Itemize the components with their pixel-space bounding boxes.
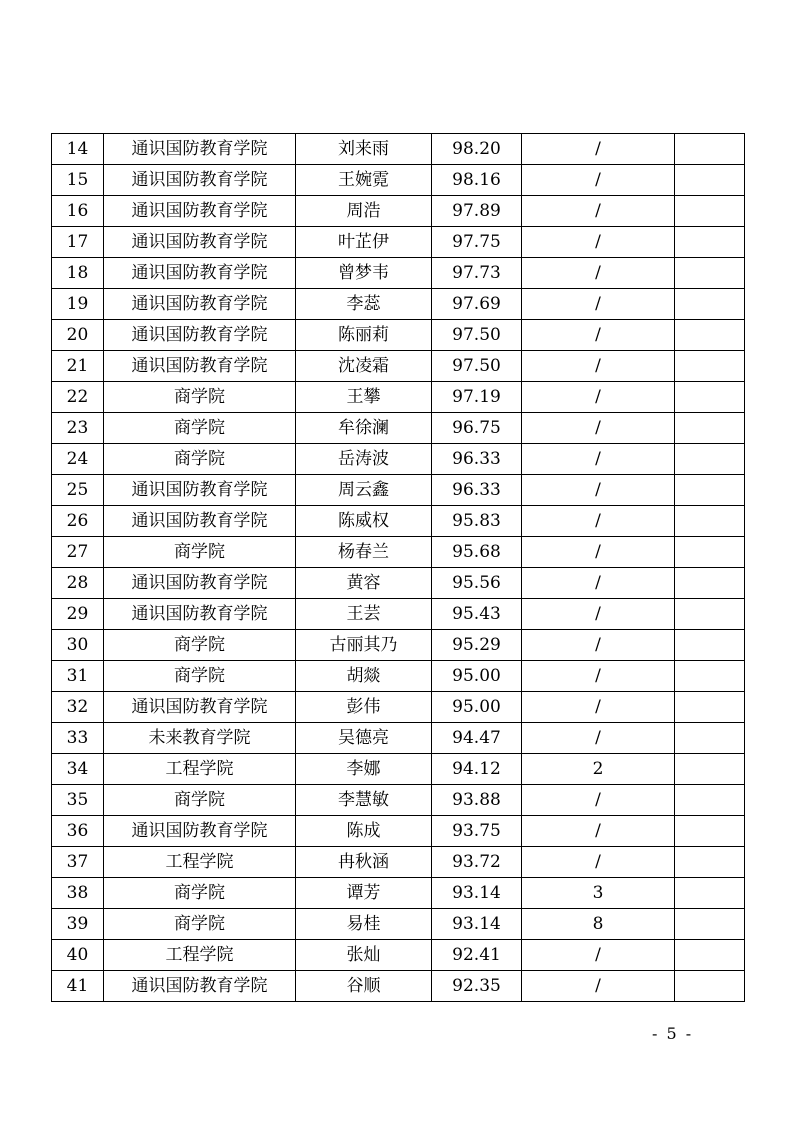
table-row: [52, 568, 745, 599]
college-cell: 商学院: [104, 382, 296, 413]
college-cell: 通识国防教育学院: [104, 475, 296, 506]
table-row: [52, 227, 745, 258]
row-index-cell: 40: [52, 940, 104, 971]
college-cell: 通识国防教育学院: [104, 692, 296, 723]
student-name-cell: 杨春兰: [296, 537, 432, 568]
college-cell: 通识国防教育学院: [104, 599, 296, 630]
note-cell: [675, 196, 745, 227]
college-cell: 通识国防教育学院: [104, 816, 296, 847]
college-cell: 通识国防教育学院: [104, 196, 296, 227]
student-name-cell: 李娜: [296, 754, 432, 785]
student-name-cell: 古丽其乃: [296, 630, 432, 661]
row-index-cell: 16: [52, 196, 104, 227]
rank-cell: /: [522, 692, 675, 723]
student-name-cell: 李慧敏: [296, 785, 432, 816]
note-cell: [675, 320, 745, 351]
row-index-cell: 31: [52, 661, 104, 692]
table-row: [52, 165, 745, 196]
score-cell: 97.89: [432, 196, 522, 227]
note-cell: [675, 599, 745, 630]
college-cell: 工程学院: [104, 847, 296, 878]
rank-cell: /: [522, 475, 675, 506]
student-name-cell: 王攀: [296, 382, 432, 413]
rank-cell: /: [522, 723, 675, 754]
score-cell: 92.35: [432, 971, 522, 1002]
row-index-cell: 23: [52, 413, 104, 444]
table-row: [52, 630, 745, 661]
college-cell: 通识国防教育学院: [104, 971, 296, 1002]
student-name-cell: 王芸: [296, 599, 432, 630]
college-cell: 商学院: [104, 444, 296, 475]
college-cell: 通识国防教育学院: [104, 258, 296, 289]
college-cell: 通识国防教育学院: [104, 320, 296, 351]
student-name-cell: 陈丽莉: [296, 320, 432, 351]
note-cell: [675, 661, 745, 692]
rank-cell: /: [522, 134, 675, 165]
college-cell: 工程学院: [104, 754, 296, 785]
score-cell: 95.43: [432, 599, 522, 630]
note-cell: [675, 785, 745, 816]
score-cell: 93.14: [432, 878, 522, 909]
table-row: [52, 661, 745, 692]
note-cell: [675, 475, 745, 506]
table-row: [52, 723, 745, 754]
student-name-cell: 陈威权: [296, 506, 432, 537]
note-cell: [675, 847, 745, 878]
table-row: [52, 847, 745, 878]
score-cell: 95.68: [432, 537, 522, 568]
table-row: [52, 134, 745, 165]
row-index-cell: 35: [52, 785, 104, 816]
rank-cell: /: [522, 537, 675, 568]
rank-cell: /: [522, 847, 675, 878]
row-index-cell: 32: [52, 692, 104, 723]
student-name-cell: 周云鑫: [296, 475, 432, 506]
row-index-cell: 21: [52, 351, 104, 382]
rank-cell: /: [522, 940, 675, 971]
student-name-cell: 周浩: [296, 196, 432, 227]
table-row: [52, 289, 745, 320]
college-cell: 商学院: [104, 413, 296, 444]
row-index-cell: 38: [52, 878, 104, 909]
score-cell: 97.69: [432, 289, 522, 320]
college-cell: 商学院: [104, 630, 296, 661]
score-cell: 95.56: [432, 568, 522, 599]
note-cell: [675, 878, 745, 909]
score-cell: 98.20: [432, 134, 522, 165]
student-name-cell: 黄容: [296, 568, 432, 599]
note-cell: [675, 506, 745, 537]
score-cell: 97.50: [432, 320, 522, 351]
score-cell: 97.75: [432, 227, 522, 258]
note-cell: [675, 568, 745, 599]
student-name-cell: 王婉霓: [296, 165, 432, 196]
rank-cell: /: [522, 351, 675, 382]
row-index-cell: 36: [52, 816, 104, 847]
row-index-cell: 41: [52, 971, 104, 1002]
row-index-cell: 25: [52, 475, 104, 506]
table-row: [52, 816, 745, 847]
note-cell: [675, 940, 745, 971]
rank-cell: /: [522, 196, 675, 227]
rank-cell: /: [522, 320, 675, 351]
rank-cell: /: [522, 816, 675, 847]
score-cell: 93.88: [432, 785, 522, 816]
score-cell: 93.72: [432, 847, 522, 878]
score-cell: 97.50: [432, 351, 522, 382]
row-index-cell: 34: [52, 754, 104, 785]
note-cell: [675, 971, 745, 1002]
rank-cell: /: [522, 227, 675, 258]
college-cell: 商学院: [104, 785, 296, 816]
rank-cell: 3: [522, 878, 675, 909]
score-cell: 93.14: [432, 909, 522, 940]
student-name-cell: 叶芷伊: [296, 227, 432, 258]
student-name-cell: 易桂: [296, 909, 432, 940]
page-number: - 5 -: [652, 1024, 694, 1043]
student-name-cell: 张灿: [296, 940, 432, 971]
table-row: [52, 351, 745, 382]
table-row: [52, 413, 745, 444]
college-cell: 通识国防教育学院: [104, 134, 296, 165]
note-cell: [675, 816, 745, 847]
rank-cell: /: [522, 785, 675, 816]
rank-cell: /: [522, 630, 675, 661]
table-row: [52, 692, 745, 723]
student-name-cell: 刘来雨: [296, 134, 432, 165]
student-name-cell: 谷顺: [296, 971, 432, 1002]
score-cell: 96.75: [432, 413, 522, 444]
rank-cell: /: [522, 444, 675, 475]
score-cell: 94.47: [432, 723, 522, 754]
note-cell: [675, 909, 745, 940]
college-cell: 商学院: [104, 661, 296, 692]
row-index-cell: 37: [52, 847, 104, 878]
row-index-cell: 30: [52, 630, 104, 661]
note-cell: [675, 537, 745, 568]
table-row: [52, 258, 745, 289]
college-cell: 通识国防教育学院: [104, 506, 296, 537]
score-cell: 95.29: [432, 630, 522, 661]
table-row: [52, 785, 745, 816]
note-cell: [675, 630, 745, 661]
rank-cell: /: [522, 165, 675, 196]
college-cell: 通识国防教育学院: [104, 568, 296, 599]
score-cell: 96.33: [432, 444, 522, 475]
college-cell: 商学院: [104, 909, 296, 940]
note-cell: [675, 351, 745, 382]
note-cell: [675, 692, 745, 723]
row-index-cell: 39: [52, 909, 104, 940]
row-index-cell: 26: [52, 506, 104, 537]
ranking-table-container: [51, 133, 745, 1002]
rank-cell: 8: [522, 909, 675, 940]
rank-cell: /: [522, 258, 675, 289]
note-cell: [675, 413, 745, 444]
row-index-cell: 27: [52, 537, 104, 568]
score-cell: 98.16: [432, 165, 522, 196]
student-name-cell: 吴德亮: [296, 723, 432, 754]
rank-cell: /: [522, 506, 675, 537]
row-index-cell: 14: [52, 134, 104, 165]
table-row: [52, 382, 745, 413]
row-index-cell: 17: [52, 227, 104, 258]
score-cell: 95.00: [432, 692, 522, 723]
score-cell: 94.12: [432, 754, 522, 785]
student-name-cell: 陈成: [296, 816, 432, 847]
table-body: [52, 134, 745, 1002]
score-cell: 93.75: [432, 816, 522, 847]
table-row: [52, 444, 745, 475]
row-index-cell: 22: [52, 382, 104, 413]
college-cell: 通识国防教育学院: [104, 227, 296, 258]
college-cell: 未来教育学院: [104, 723, 296, 754]
table-row: [52, 599, 745, 630]
student-name-cell: 谭芳: [296, 878, 432, 909]
score-cell: 96.33: [432, 475, 522, 506]
table-row: [52, 878, 745, 909]
note-cell: [675, 754, 745, 785]
table-row: [52, 475, 745, 506]
college-cell: 商学院: [104, 537, 296, 568]
table-row: [52, 971, 745, 1002]
college-cell: 工程学院: [104, 940, 296, 971]
note-cell: [675, 723, 745, 754]
rank-cell: /: [522, 413, 675, 444]
table-row: [52, 506, 745, 537]
score-cell: 95.00: [432, 661, 522, 692]
row-index-cell: 19: [52, 289, 104, 320]
rank-cell: /: [522, 568, 675, 599]
rank-cell: /: [522, 661, 675, 692]
score-cell: 97.19: [432, 382, 522, 413]
table-row: [52, 320, 745, 351]
college-cell: 通识国防教育学院: [104, 289, 296, 320]
rank-cell: /: [522, 382, 675, 413]
note-cell: [675, 134, 745, 165]
note-cell: [675, 258, 745, 289]
table-row: [52, 537, 745, 568]
rank-cell: 2: [522, 754, 675, 785]
student-name-cell: 胡燚: [296, 661, 432, 692]
table-row: [52, 754, 745, 785]
student-name-cell: 牟徐澜: [296, 413, 432, 444]
note-cell: [675, 382, 745, 413]
table-row: [52, 909, 745, 940]
score-cell: 95.83: [432, 506, 522, 537]
row-index-cell: 28: [52, 568, 104, 599]
student-name-cell: 曾梦韦: [296, 258, 432, 289]
ranking-table: [51, 133, 745, 1002]
student-name-cell: 沈凌霜: [296, 351, 432, 382]
row-index-cell: 33: [52, 723, 104, 754]
college-cell: 商学院: [104, 878, 296, 909]
row-index-cell: 15: [52, 165, 104, 196]
row-index-cell: 29: [52, 599, 104, 630]
score-cell: 97.73: [432, 258, 522, 289]
score-cell: 92.41: [432, 940, 522, 971]
rank-cell: /: [522, 599, 675, 630]
note-cell: [675, 444, 745, 475]
student-name-cell: 李蕊: [296, 289, 432, 320]
note-cell: [675, 289, 745, 320]
rank-cell: /: [522, 289, 675, 320]
rank-cell: /: [522, 971, 675, 1002]
row-index-cell: 24: [52, 444, 104, 475]
student-name-cell: 岳涛波: [296, 444, 432, 475]
student-name-cell: 彭伟: [296, 692, 432, 723]
note-cell: [675, 165, 745, 196]
note-cell: [675, 227, 745, 258]
row-index-cell: 20: [52, 320, 104, 351]
table-row: [52, 940, 745, 971]
college-cell: 通识国防教育学院: [104, 165, 296, 196]
student-name-cell: 冉秋涵: [296, 847, 432, 878]
row-index-cell: 18: [52, 258, 104, 289]
college-cell: 通识国防教育学院: [104, 351, 296, 382]
table-row: [52, 196, 745, 227]
